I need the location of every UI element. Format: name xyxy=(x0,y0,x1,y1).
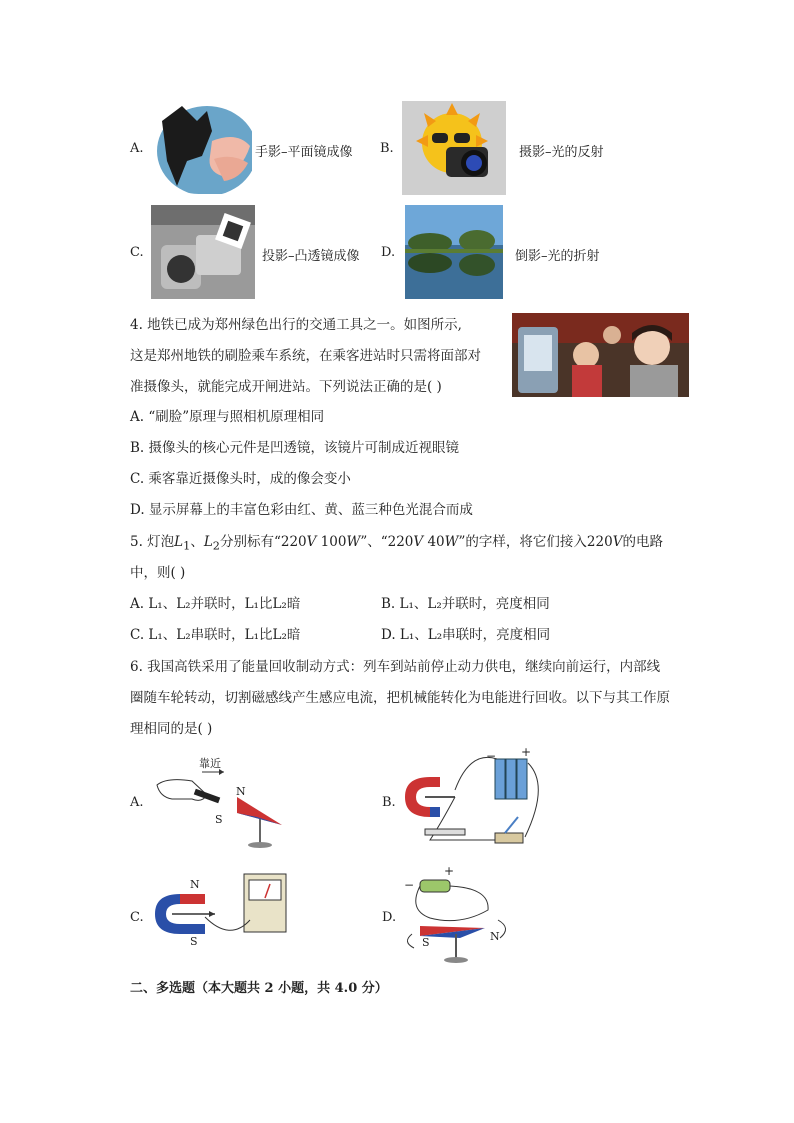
q6-option-a-label: A. xyxy=(130,795,144,810)
option-b-text: 摄影–光的反射 xyxy=(519,145,604,160)
q5-stem-line1 xyxy=(130,530,663,553)
q6-stem-line3: 理相同的是( ) xyxy=(130,721,213,737)
oersted-figure xyxy=(400,864,520,968)
c-south-label: S xyxy=(190,935,198,948)
q5-text-e: 的电路 xyxy=(622,534,663,550)
b-plus-label: + xyxy=(521,745,532,759)
q6-option-d-label: D. xyxy=(382,910,397,925)
q5-option-c: C. L₁、L₂串联时，L₁比L₂暗 xyxy=(130,627,301,643)
q4-option-a: A. “刷脸”原理与照相机原理相同 xyxy=(130,409,325,425)
q5-v3: V xyxy=(612,534,623,550)
section-heading-multiple-choice: 二、多选题（本大题共 2 小题，共 4.0 分） xyxy=(130,981,388,996)
d-minus-label: − xyxy=(404,878,415,892)
q4-option-d: D. 显示屏幕上的丰富色彩由红、黄、蓝三种色光混合而成 xyxy=(130,502,473,518)
sun-camera-image xyxy=(402,101,506,195)
d-plus-label: + xyxy=(444,864,455,878)
q4-stem-line1: 4. 地铁已成为郑州绿色出行的交通工具之一。如图所示, xyxy=(130,317,462,333)
option-d-text: 倒影–光的折射 xyxy=(515,249,600,264)
near-label: 靠近 xyxy=(199,757,221,770)
q4-stem-line3: 准摄像头，就能完成开闸进站。下列说法正确的是( ) xyxy=(130,379,442,395)
q4-option-c: C. 乘客靠近摄像头时，成的像会变小 xyxy=(130,471,351,487)
q5-option-b: B. L₁、L₂并联时，亮度相同 xyxy=(381,596,550,612)
q6-option-c-label: C. xyxy=(130,910,144,925)
q5-v2: V xyxy=(413,534,424,550)
q5-w1: W xyxy=(346,534,361,550)
d-north-label: N xyxy=(490,930,500,943)
motor-circuit-figure xyxy=(400,745,550,855)
q5-text-b: 分别标有“220 xyxy=(219,534,307,550)
face-scan-photo xyxy=(512,313,689,397)
q5-w1a: 100 xyxy=(316,534,347,550)
q5-sub2: 2 xyxy=(212,539,220,553)
q5-stem-line2: 中，则( ) xyxy=(130,565,186,581)
q4-stem-line2: 这是郑州地铁的刷脸乘车系统，在乘客进站时只需将面部对 xyxy=(130,348,481,364)
option-b-label: B. xyxy=(380,141,394,156)
projector-image xyxy=(151,205,255,299)
q5-option-a: A. L₁、L₂并联时，L₁比L₂暗 xyxy=(130,596,301,612)
d-south-label: S xyxy=(422,936,430,949)
q6-option-b-label: B. xyxy=(382,795,396,810)
q5-l1: L xyxy=(174,534,184,550)
q5-option-d: D. L₁、L₂串联时，亮度相同 xyxy=(381,627,551,643)
q5-v1: V xyxy=(306,534,317,550)
q5-sub1: 1 xyxy=(183,539,191,553)
q5-text-a: 5. 灯泡 xyxy=(130,534,175,550)
hand-shadow-image xyxy=(152,101,252,194)
option-a-label: A. xyxy=(130,141,144,156)
q4-option-b: B. 摄像头的核心元件是凹透镜，该镜片可制成近视眼镜 xyxy=(130,440,460,456)
q5-text-d: ”的字样，将它们接入220 xyxy=(458,534,613,550)
a-north-label: N xyxy=(236,785,246,798)
option-c-label: C. xyxy=(130,245,144,260)
a-south-label: S xyxy=(215,813,223,826)
c-north-label: N xyxy=(190,878,200,891)
q5-w2: W xyxy=(444,534,459,550)
q6-stem-line1: 6. 我国高铁采用了能量回收制动方式：列车到站前停止动力供电，继续向前运行，内部线 xyxy=(130,659,661,675)
option-d-label: D. xyxy=(381,245,396,260)
q6-stem-line2: 圈随车轮转动，切割磁感线产生感应电流，把机械能转化为电能进行回收。以下与其工作原 xyxy=(130,690,670,706)
magnet-compass-figure xyxy=(152,755,287,850)
q5-l2: L xyxy=(203,534,213,550)
q5-w2a: 40 xyxy=(423,534,445,550)
option-a-text: 手影–平面镜成像 xyxy=(255,145,353,160)
b-minus-label: − xyxy=(486,749,497,763)
q5-sep: 、 xyxy=(190,534,204,550)
reflection-image xyxy=(405,205,503,299)
option-c-text: 投影–凸透镜成像 xyxy=(262,249,360,264)
q5-text-c: ”、“220 xyxy=(360,534,414,550)
generator-ammeter-figure xyxy=(150,872,290,952)
